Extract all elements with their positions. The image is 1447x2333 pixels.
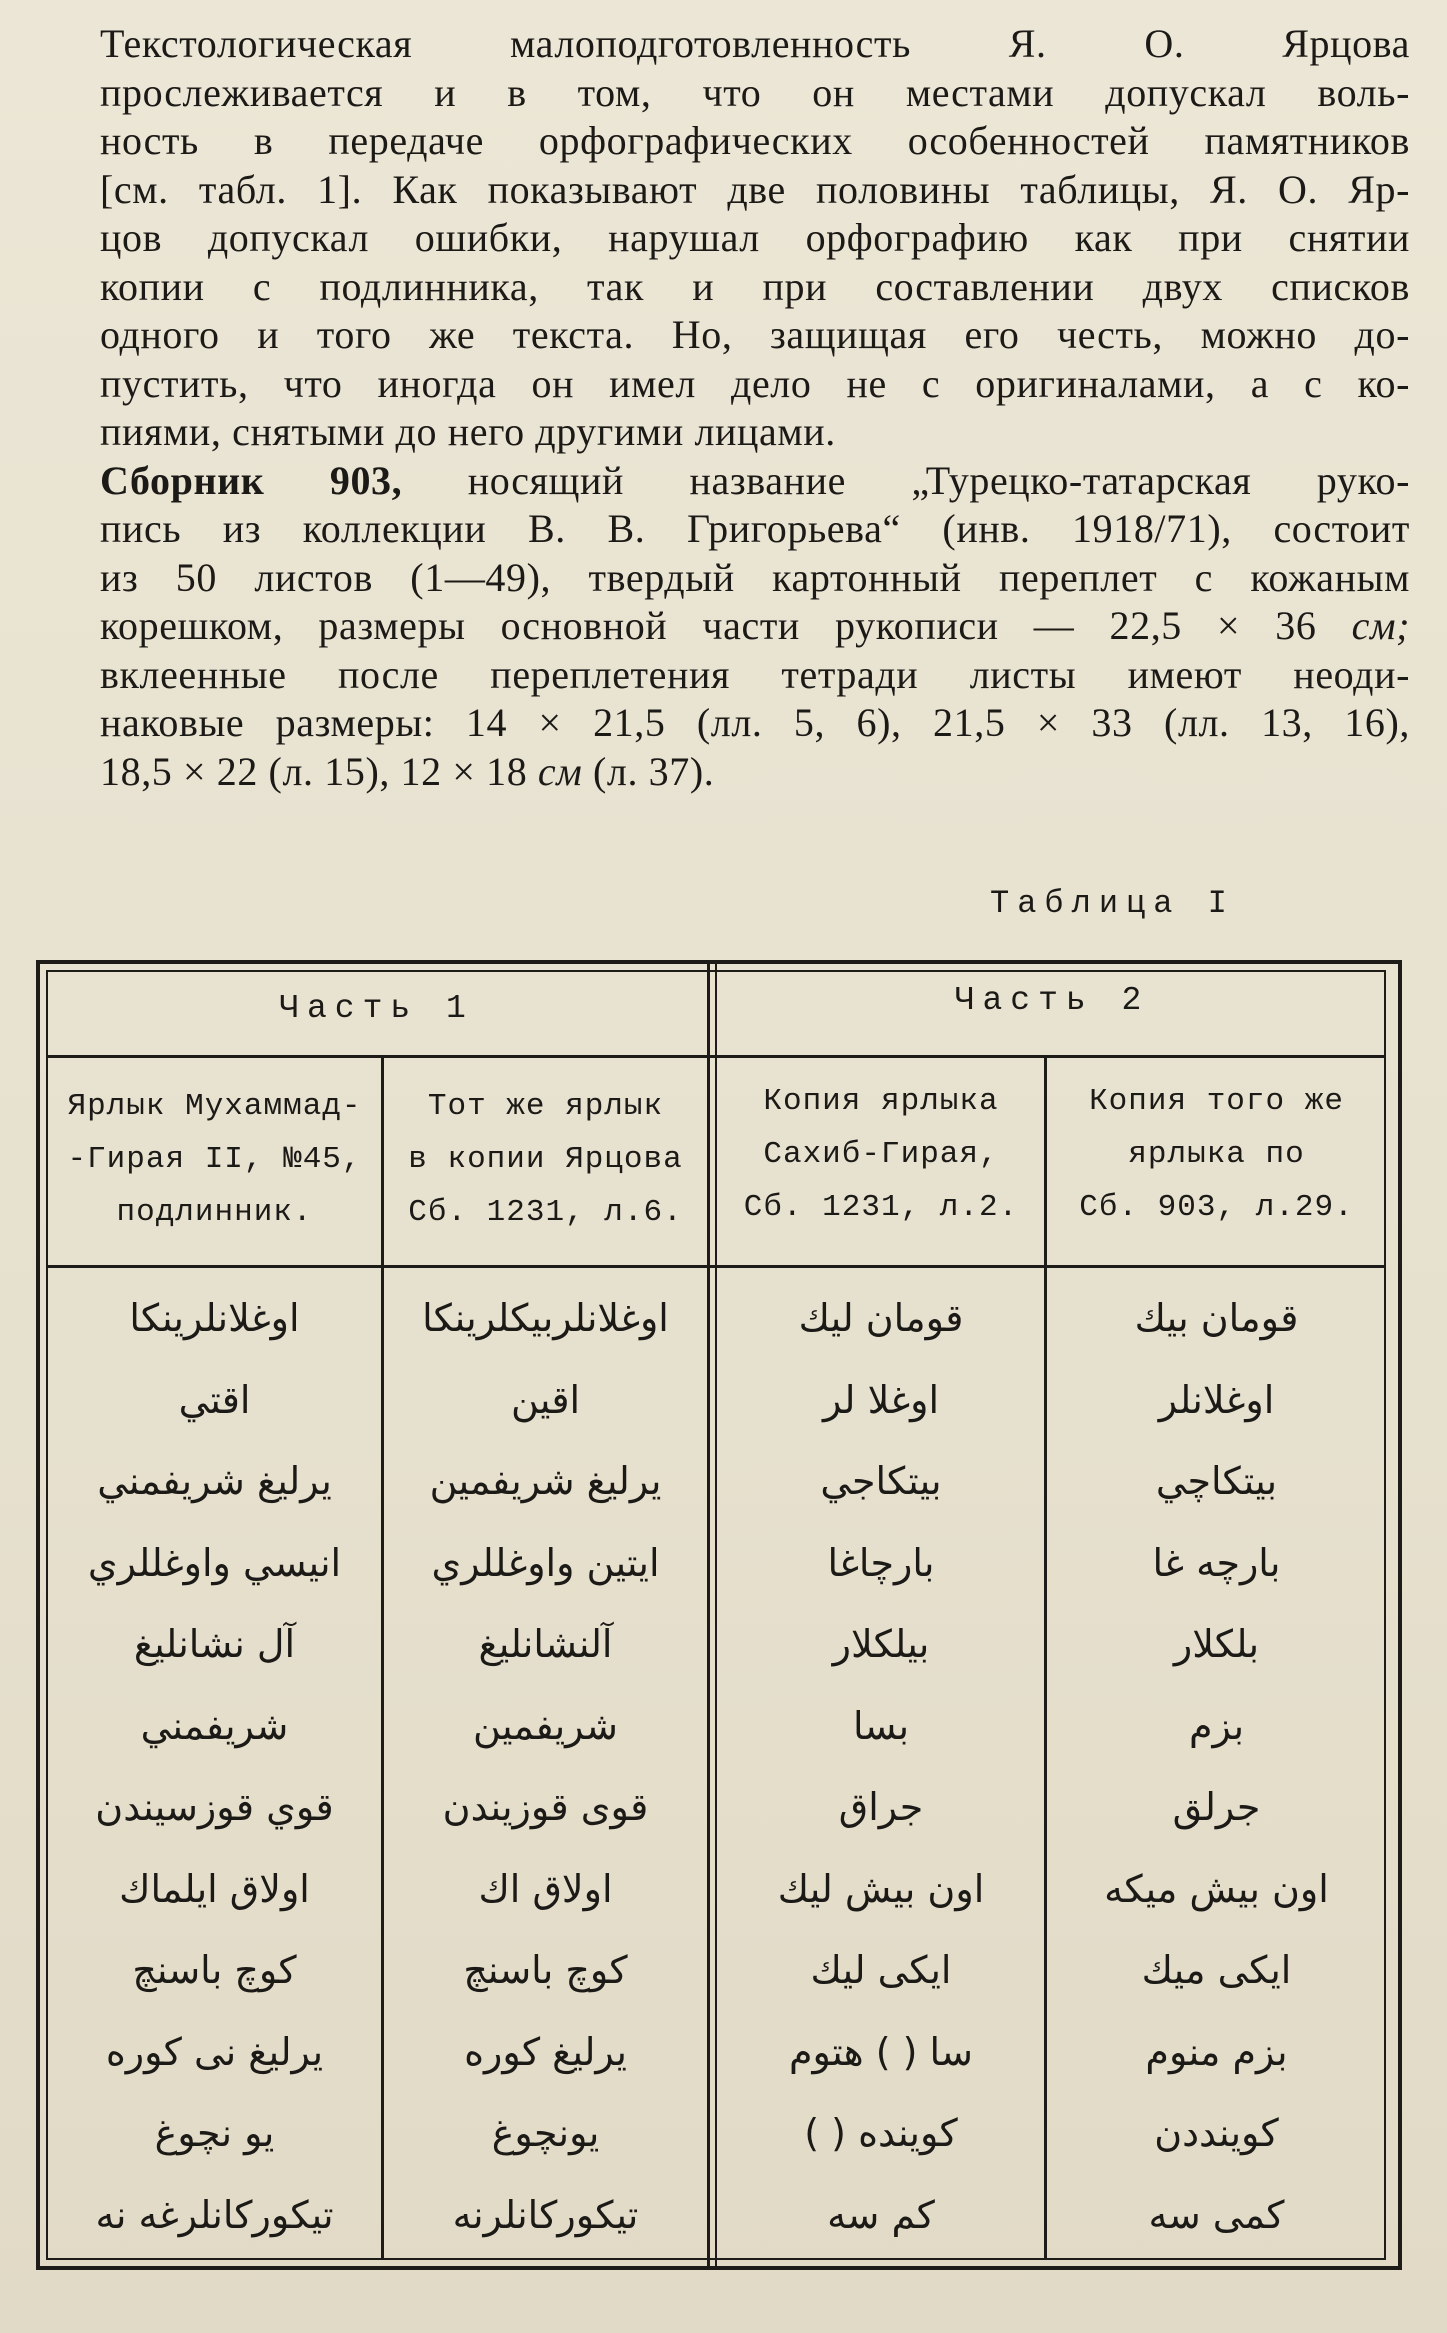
body-text	[100, 20, 1410, 796]
table-cell: كوينده ( )	[804, 2111, 958, 2155]
table-cell: بسا	[852, 1703, 910, 1748]
table-cell: بارچه غا	[1152, 1540, 1281, 1585]
table-cell: كم سه	[827, 2192, 935, 2237]
table-cell: كوينددن	[1154, 2111, 1279, 2155]
header-line: Тот же ярлык	[427, 1089, 664, 1124]
table-cell: اوغلانلرينكا	[129, 1296, 300, 1340]
divider-part-inner	[715, 960, 717, 2270]
table-cell: يو نچوغ	[154, 2111, 275, 2155]
text-line: [см. табл. 1]. Как показывают две половины таблицы, Я. О. Яр-	[100, 166, 1410, 212]
comparison-table	[36, 960, 1402, 2270]
table-cell: ايتين واوغللري	[431, 1540, 660, 1585]
text-fragment: (л. 37).	[582, 748, 715, 794]
column-header-2	[384, 1080, 707, 1239]
paragraph-2	[100, 457, 1410, 797]
table-cell: اقين	[510, 1377, 581, 1422]
part-1-header: Часть 1	[279, 990, 474, 1027]
table-cell: انيسي واوغللري	[87, 1540, 342, 1585]
table-cell: قوى قوزيندن	[442, 1785, 649, 1829]
divider-part	[707, 960, 710, 2270]
table-cell: بارچاغا	[827, 1540, 935, 1585]
header-line: Сб. 1231, л.2.	[743, 1190, 1019, 1225]
text-line: одного и того же текста. Но, защищая его честь, можно до-	[100, 312, 1410, 357]
table-cell: آل نشانليغ	[133, 1622, 296, 1666]
text-line: цов допускал ошибки, нарушал орфографию как при снятии	[100, 215, 1410, 260]
text-line: из 50 листов (1—49), твердый картонный переплет с кожаным	[100, 554, 1410, 600]
text-line	[100, 602, 1410, 651]
table-cell: اوغلا لر	[822, 1377, 940, 1422]
table-cell: بزم منوم	[1145, 2029, 1288, 2074]
unit-label: см	[537, 748, 583, 794]
table-cell: اولاق ايلماك	[119, 1866, 310, 1911]
header-line: Сахиб-Гирая,	[763, 1137, 999, 1172]
table-cell: يرليغ نى كوره	[105, 2029, 324, 2074]
column-header-4	[1047, 1075, 1386, 1234]
header-line: -Гирая II, №45,	[67, 1142, 362, 1177]
header-line: Сб. 1231, л.6.	[408, 1195, 683, 1230]
table-cell: اون بيش ليك	[777, 1866, 985, 1911]
table-cell: بيتكاچي	[1155, 1459, 1278, 1503]
table-cell: بيتكاجي	[820, 1459, 942, 1503]
table-cell: بزم	[1188, 1703, 1245, 1748]
header-line: подлинник.	[116, 1195, 313, 1230]
column-header-3	[718, 1075, 1044, 1234]
table-cell: اوغلانلربيكلرينكا	[422, 1296, 669, 1340]
header-line: ярлыка по	[1128, 1137, 1305, 1172]
collection-title: Сборник 903,	[100, 457, 403, 503]
unit-label: см;	[1351, 603, 1410, 648]
table-cell: كوچ باسنچ	[463, 1948, 628, 1992]
table-cell: قومان بيك	[1134, 1296, 1299, 1340]
table-cell: يرليغ شريفمني	[97, 1459, 332, 1503]
header-line: Сб. 903, л.29.	[1079, 1190, 1354, 1225]
text-fragment: носящий название „Турецко-татарская руко-	[402, 457, 1410, 503]
table-cell: كمى سه	[1148, 2192, 1285, 2237]
table-cell: كوچ باسنچ	[132, 1948, 297, 1992]
table-cell: اولاق اك	[478, 1866, 613, 1911]
text-line: наковые размеры: 14 × 21,5 (лл. 5, 6), 21,5 × 33 (лл. 13, 16),	[100, 700, 1410, 745]
table-cell: سا ( ) هتوم	[789, 2029, 973, 2074]
header-line: Копия ярлыка	[763, 1084, 999, 1119]
text-line: вклеенные после переплетения тетради листы имеют неоди-	[100, 651, 1410, 697]
part-2-header: Часть 2	[954, 982, 1150, 1019]
table-cell: تيكوركانلرغه نه	[95, 2192, 334, 2237]
table-cell: اوغلانلر	[1158, 1377, 1275, 1422]
table-cell: تيكوركانلرنه	[452, 2192, 639, 2237]
table-cell: جراق	[838, 1785, 924, 1829]
paragraph-1	[100, 20, 1410, 457]
table-cell: بيلكلار	[832, 1622, 930, 1666]
header-line: Ярлык Мухаммад-	[67, 1089, 362, 1124]
text-line: пустить, что иногда он имел дело не с оригиналами, а с ко-	[100, 360, 1410, 406]
text-line: ность в передаче орфографических особенностей памятников	[100, 118, 1410, 163]
table-cell: بلكلار	[1173, 1622, 1260, 1666]
table-cell: آلنشانليغ	[478, 1622, 613, 1666]
table-cell: يونچوغ	[491, 2111, 600, 2155]
text-line	[100, 748, 1410, 797]
table-cell: يرليغ شريفمين	[429, 1459, 662, 1503]
header-line: в копии Ярцова	[408, 1142, 683, 1177]
table-cell: جرلق	[1172, 1785, 1261, 1829]
text-line: пись из коллекции В. В. Григорьева“ (инв. 1918/71), состоит	[100, 506, 1410, 551]
text-line: прослеживается и в том, что он местами допускал воль-	[100, 69, 1410, 115]
text-fragment: корешком, размеры основной части рукописи — 22,5 × 36	[100, 603, 1352, 648]
header-line: Копия того же	[1089, 1084, 1344, 1119]
table-cell: اون بيش ميكه	[1104, 1866, 1329, 1911]
rule-under-headers	[46, 1265, 1386, 1268]
rule-under-parts	[46, 1055, 1386, 1058]
table-title: Таблица I	[990, 885, 1235, 922]
table-cell: اقتي	[178, 1377, 251, 1422]
text-line: пиями, снятыми до него другими лицами.	[100, 409, 836, 454]
table-cell: شريفمين	[473, 1703, 618, 1748]
text-line: копии с подлинника, так и при составлении двух списков	[100, 263, 1410, 309]
table-cell: ايكى ميك	[1141, 1948, 1292, 1992]
table-cell: قوي قوزسيندن	[95, 1785, 334, 1829]
table-cell: ايكى ليك	[810, 1948, 952, 1992]
table-cell: قومان ليك	[798, 1296, 964, 1340]
column-header-1	[48, 1080, 381, 1239]
text-fragment: 18,5 × 22 (л. 15), 12 × 18	[100, 748, 538, 794]
text-line: Текстологическая малоподготовленность Я. О. Ярцова	[100, 21, 1410, 66]
table-cell: شريفمني	[140, 1703, 289, 1748]
text-line	[100, 457, 1410, 506]
table-cell: يرليغ كوره	[464, 2029, 627, 2074]
